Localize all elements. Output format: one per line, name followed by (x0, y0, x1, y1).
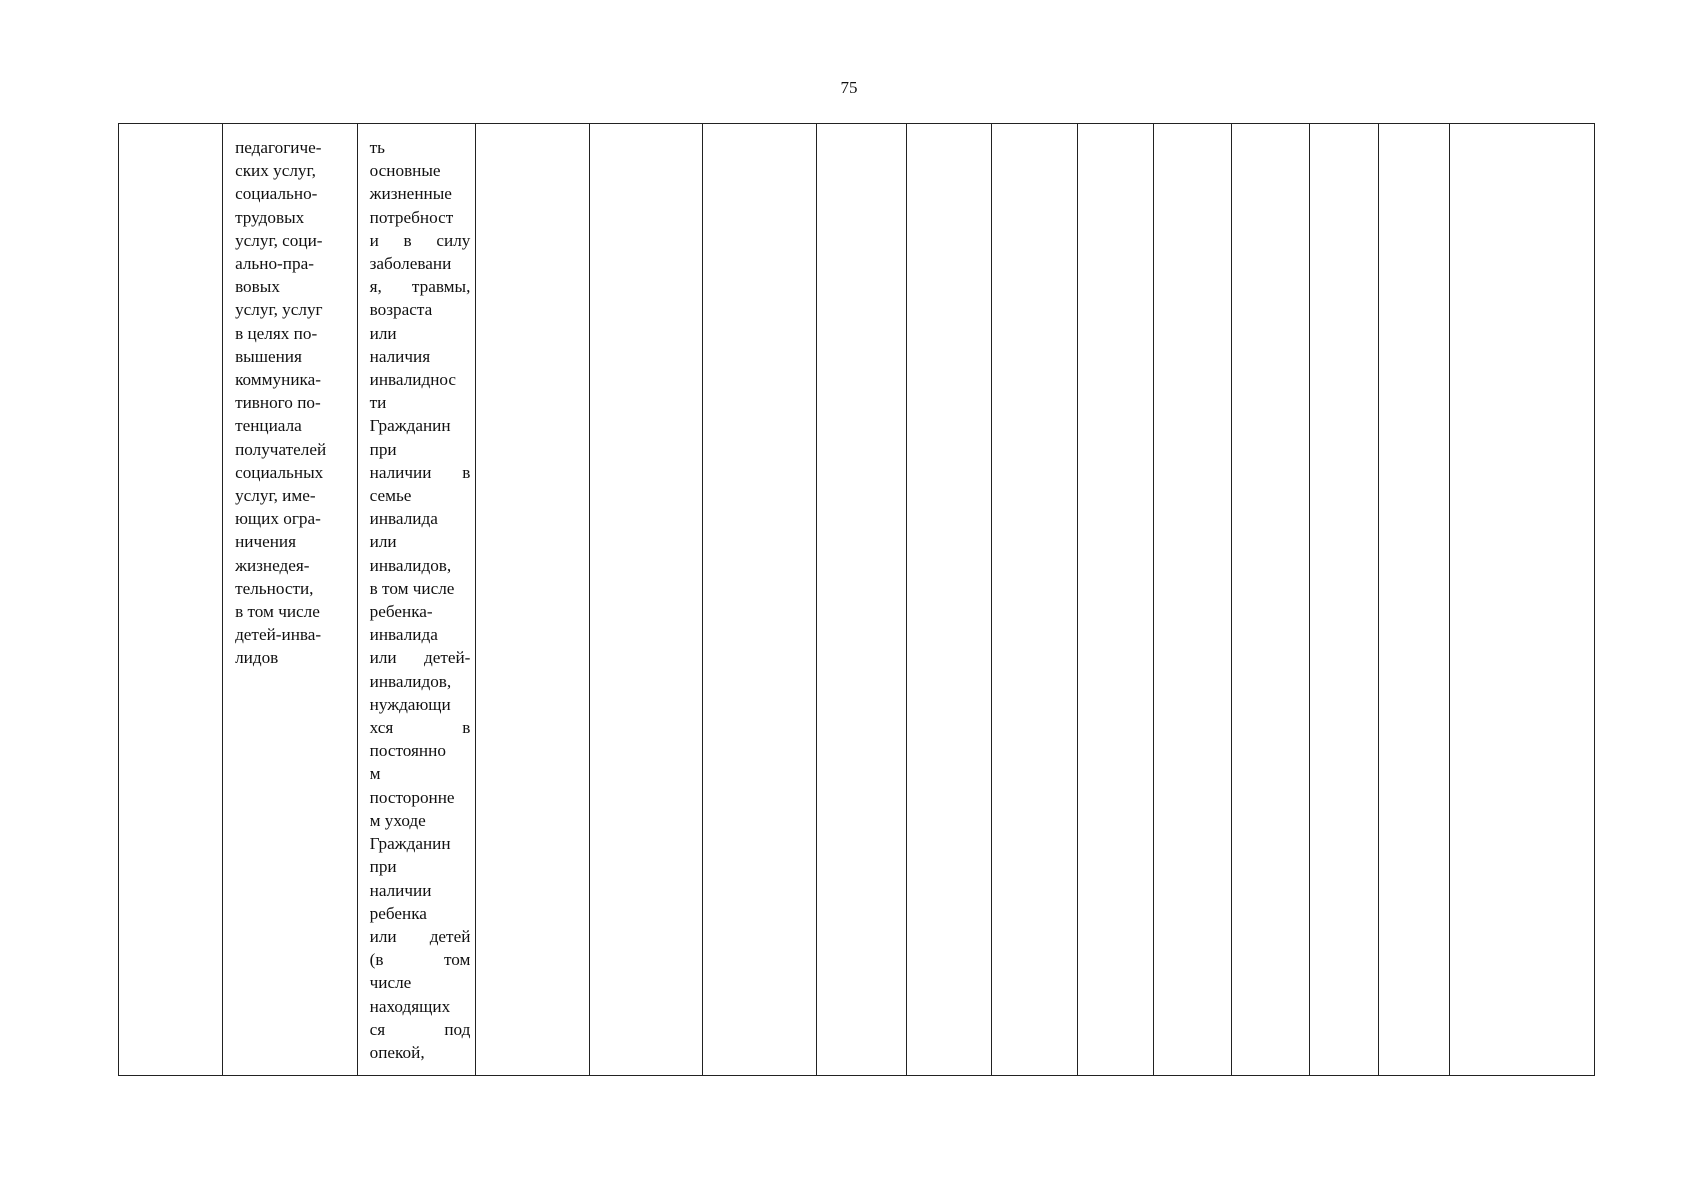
text-word: детей- (423, 648, 471, 668)
text-word: заболевани (369, 254, 452, 274)
text-line (370, 855, 471, 878)
text-line (370, 948, 471, 971)
text-line (370, 762, 471, 785)
text-line (370, 484, 471, 507)
text-line (370, 206, 471, 229)
text-line (370, 600, 471, 623)
text-line (370, 322, 471, 345)
text-line: ских услуг, (235, 161, 316, 181)
text-line (370, 925, 471, 948)
text-line: тивного по- (235, 393, 321, 413)
text-word: и (369, 230, 379, 250)
cell-col-3 (476, 124, 590, 1076)
text-line: услуг, услуг (235, 300, 323, 320)
text-word: наличии (369, 880, 432, 900)
text-word: ть (369, 138, 385, 157)
text-line: вовых (235, 277, 280, 297)
cell-col-8 (991, 124, 1077, 1076)
text-word: наличии (369, 462, 432, 482)
cell-col-14 (1449, 124, 1594, 1076)
cell-col-4 (589, 124, 703, 1076)
text-word: потребност (369, 207, 454, 227)
cell-col-7 (907, 124, 991, 1076)
text-line (370, 252, 471, 275)
text-line (370, 345, 471, 368)
text-line (370, 1018, 471, 1041)
cell-col-13 (1379, 124, 1449, 1076)
text-word: том (443, 950, 471, 970)
text-word: детей (429, 926, 471, 946)
cell-col-9 (1077, 124, 1154, 1076)
text-word: постоянно (369, 741, 446, 761)
text-word: инвалиднос (369, 370, 457, 390)
text-line (370, 809, 471, 832)
text-line: тенциала (235, 416, 302, 436)
text-word: хся (369, 718, 394, 738)
text-line: тельности, (235, 578, 314, 598)
text-line: ально-пра- (235, 254, 314, 274)
text-word: опекой, (369, 1042, 425, 1062)
text-line (370, 461, 471, 484)
text-line: в целях по- (235, 323, 318, 343)
text-line (370, 832, 471, 855)
text-line (370, 554, 471, 577)
cell-service-description (223, 124, 358, 1076)
text-line (370, 530, 471, 553)
text-word: под (444, 1019, 471, 1039)
text-word: инвалидов, (369, 671, 452, 691)
text-line: услуг, име- (235, 486, 316, 506)
text-word: Гражданин (369, 834, 451, 854)
text-line (370, 391, 471, 414)
text-word: я, (369, 277, 382, 297)
text-word: основные (369, 161, 441, 181)
text-word: в (403, 230, 412, 250)
cell-col-6 (817, 124, 907, 1076)
text-word: или (369, 532, 397, 552)
text-word: числе (369, 973, 412, 993)
text-word: возраста (369, 300, 433, 320)
text-word: или (369, 323, 397, 343)
text-line: социальных (235, 462, 324, 482)
text-word: или (369, 648, 397, 668)
text-line (370, 507, 471, 530)
text-line (370, 902, 471, 925)
text-line (370, 438, 471, 461)
text-word: инвалида (369, 625, 438, 645)
text-word: травмы, (411, 277, 471, 297)
text-line (370, 414, 471, 437)
text-line: коммуника- (235, 370, 321, 390)
text-line (370, 646, 471, 669)
text-word: ти (369, 393, 387, 413)
text-word: жизненные (369, 184, 452, 204)
text-line (370, 739, 471, 762)
text-line: лидов (235, 648, 279, 668)
text-line: получателей (235, 439, 327, 459)
text-line: педагогиче- (235, 138, 322, 157)
text-word: в (462, 718, 471, 738)
text-line (370, 786, 471, 809)
text-word: (в (369, 950, 384, 970)
text-line (370, 229, 471, 252)
cell-col-12 (1310, 124, 1379, 1076)
services-table (118, 123, 1595, 1076)
cell-col-11 (1232, 124, 1310, 1076)
text-line (370, 136, 471, 159)
text-line: жизнедея- (235, 555, 310, 575)
text-word: инвалидов, (369, 555, 452, 575)
text-line (370, 879, 471, 902)
text-word: м уходе (369, 810, 426, 830)
cell-col-5 (703, 124, 817, 1076)
text-line (370, 716, 471, 739)
text-word: м (369, 764, 381, 784)
text-line: ничения (235, 532, 297, 552)
text-line (370, 971, 471, 994)
cell-col-0 (119, 124, 223, 1076)
text-line (370, 670, 471, 693)
text-line (370, 368, 471, 391)
text-word: при (369, 439, 397, 459)
text-word: при (369, 857, 397, 877)
text-line: детей-инва- (235, 625, 322, 645)
text-line: вышения (235, 346, 302, 366)
text-line (370, 623, 471, 646)
text-line: трудовых (235, 207, 305, 227)
text-word: силу (436, 230, 471, 250)
text-word: в том числе (369, 578, 455, 598)
text-line (370, 275, 471, 298)
text-word: нуждающи (369, 694, 451, 714)
text-line (370, 1041, 471, 1064)
text-line: ющих огра- (235, 509, 321, 529)
text-line: в том числе (235, 602, 320, 622)
text-word: находящих (369, 996, 451, 1016)
text-word: инвалида (369, 509, 438, 529)
text-word: или (369, 926, 397, 946)
text-line: услуг, соци- (235, 230, 323, 250)
text-line (370, 182, 471, 205)
text-word: семье (369, 486, 412, 506)
text-line (370, 577, 471, 600)
text-line (370, 159, 471, 182)
text-word: в (462, 462, 471, 482)
text-line (370, 298, 471, 321)
cell-recipient-conditions (357, 124, 476, 1076)
text-line (370, 995, 471, 1018)
text-line: социально- (235, 184, 318, 204)
text-word: ребенка- (369, 602, 433, 622)
text-word: ся (369, 1019, 386, 1039)
table-row (119, 124, 1595, 1076)
text-line (370, 693, 471, 716)
text-word: ребенка (369, 903, 427, 923)
cell-col-10 (1154, 124, 1232, 1076)
text-word: посторонне (369, 787, 455, 807)
page-number: 75 (840, 78, 858, 97)
text-word: наличия (369, 346, 431, 366)
text-word: Гражданин (369, 416, 451, 436)
